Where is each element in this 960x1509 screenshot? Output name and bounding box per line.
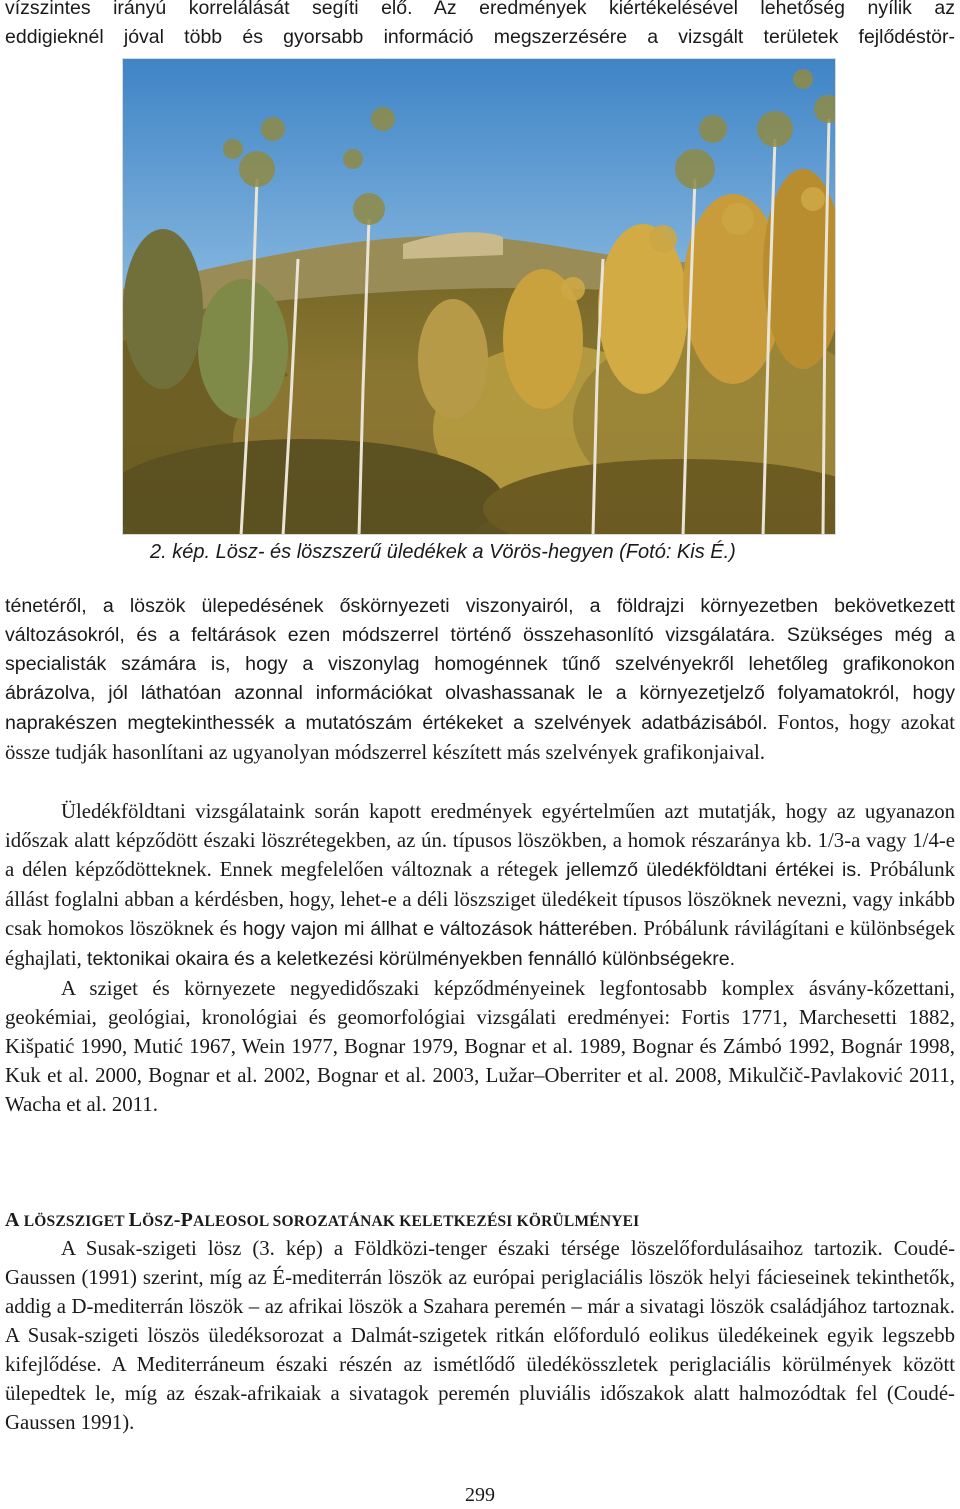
top-paragraph-line-2: eddigieknél jóval több és gyorsabb információ megszerzésére a vizsgált területek fejlődéstör- xyxy=(5,26,955,48)
paragraph-2-part-b: jellemző üledékföldtani értékei is. xyxy=(566,859,862,881)
paragraph-2-part-f: tektonikai okaira és a keletkezési körülményekben fennálló különbségekre. xyxy=(87,948,736,970)
heading-part-5: -P xyxy=(173,1209,194,1231)
paragraph-2-part-c: Próbálunk állást foglalni abban a kérdésben, hogy, lehet-e a déli löszsziget üledékeit típusos löszöknek nevezni, vagy inkább csak homokos löszöknek és xyxy=(5,858,955,940)
heading-part-3: L xyxy=(128,1209,143,1231)
body-paragraph-1 xyxy=(5,592,955,768)
page-number: 299 xyxy=(465,1484,495,1506)
body-paragraphs-2-3 xyxy=(5,797,955,1119)
paragraph-1-text xyxy=(5,592,955,768)
heading-part-1: A xyxy=(5,1209,24,1231)
paragraph-3-text: A sziget és környezete negyedidőszaki képződményeinek legfontosabb komplex ásvány-kőzettani, geokémiai, geológiai, kronológiai és geomorfológiai vizsgálati eredményei: Fortis 1771, Marchesetti 1882, Kišpatić 1990, Mutić 1967, Wein 1977, Bognar 1979, Bognar et al. 1989, Bognar és Zámbó 1992, Bognár 1998, Kuk et al. 2000, Bognar et al. 2002, Bognar et al. 2003, Lužar–Oberriter et al. 2008, Mikulčič-Pavlaković 2011, Wacha et al. 2011. xyxy=(5,977,955,1116)
heading-part-2: LÖSZSZIGET xyxy=(23,1213,129,1230)
heading-part-6: ALEOSOL SOROZATÁNAK KELETKEZÉSI KÖRÜLMÉNYEI xyxy=(193,1213,640,1230)
landscape-photo-image xyxy=(123,59,836,535)
paragraph-1-sans: ténetéről, a löszök ülepedésének őskörnyezeti viszonyairól, a földrajzi környezetben bekövetkezett változásokról, és a feltárások ezen módszerrel történő összehasonlító vizsgálatára. Szükséges még a specialisták számára is, hogy a viszonylag homogénnek tűnő szelvényekről lehetőleg grafikonokon ábrázolva, jól láthatóan azonnal információkat olvashassanak le a környezetjelző folyamatokról, hogy naprakészen megtekinthessék a mutatószám értékeket a szelvények adatbázisából. xyxy=(5,595,955,734)
paragraph-4-text: A Susak-szigeti lösz (3. kép) a Földközi-tenger északi térsége löszelőfordulásaihoz tartozik. Coudé-Gaussen (1991) szerint, míg az É-mediterrán löszök az európai periglaciális löszök helyi fácieseinek tekinthetők, addig a D-mediterrán löszök – az afrikai löszök a Szahara peremén – már a sivatagi löszök családjához tartoznak. A Susak-szigeti löszös üledéksorozat a Dalmát-szigetek ritkán előforduló eolikus üledékeinek egyik legszebb kifejlődése. A Mediterráneum északi részén az ismétlődő üledékösszletek periglaciális körülmények között ülepedtek le, míg az észak-afrikaiak a sivatagok peremén pluviális időszakok alatt halmozódtak fel (Coudé-Gaussen 1991). xyxy=(5,1237,955,1434)
heading-part-4: ÖSZ xyxy=(142,1213,174,1230)
paragraph-2-part-d: hogy vajon mi állhat e változások hátterében. xyxy=(242,918,638,940)
paragraph-2-part-e: Próbálunk rávilágítani e különbségek éghajlati, xyxy=(5,917,955,970)
paragraph-1-serif: Fontos, hogy azokat össze tudják hasonlítani az ugyanolyan módszerrel készített más szelvények grafikonjaival. xyxy=(5,711,955,764)
paragraph-2-part-a: Üledékföldtani vizsgálataink során kapott eredmények egyértelműen azt mutatják, hogy az ugyanazon időszak alatt képződött északi löszrétegekben, az ún. típusos löszökben, a homok részaránya kb. 1/3-a vagy 1/4-e a délen képződötteknek. Ennek megfelelően változnak a rétegek xyxy=(5,800,955,881)
paragraph-2-text xyxy=(5,797,955,974)
body-paragraph-4 xyxy=(5,1234,955,1437)
top-paragraph-line-1: vízszintes irányú korrelálását segíti elő. Az eredmények kiértékelésével lehetőség nyílik az xyxy=(5,0,955,19)
figure-caption: 2. kép. Lösz- és löszszerű üledékek a Vörös-hegyen (Fotó: Kis É.) xyxy=(150,541,736,563)
top-paragraph xyxy=(5,0,955,52)
landscape-photo xyxy=(122,58,836,535)
section-heading xyxy=(5,1209,639,1232)
